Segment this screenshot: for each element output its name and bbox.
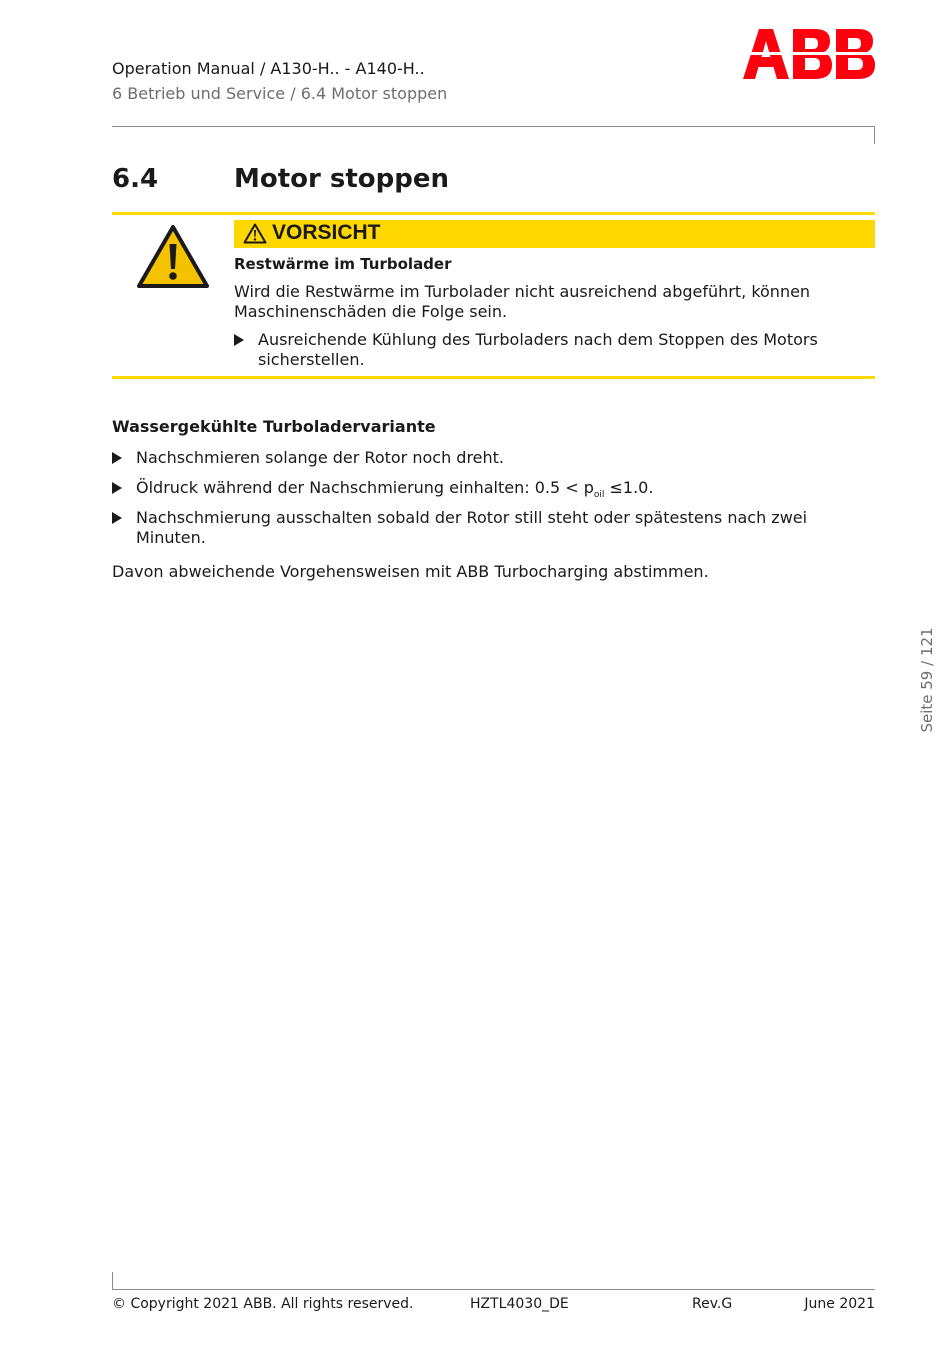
footer-doc-id: HZTL4030_DE bbox=[470, 1296, 569, 1312]
footer-date: June 2021 bbox=[804, 1296, 875, 1312]
closing-text: Davon abweichende Vorgehensweisen mit ABB Turbocharging abstimmen. bbox=[112, 562, 709, 581]
abb-logo bbox=[743, 29, 875, 79]
section-number: 6.4 bbox=[112, 164, 159, 194]
caution-bottom-rule bbox=[112, 376, 875, 379]
warning-triangle-icon bbox=[136, 224, 210, 290]
sub-heading: Wassergekühlte Turboladervariante bbox=[112, 417, 436, 436]
breadcrumb: 6 Betrieb und Service / 6.4 Motor stoppen bbox=[112, 84, 448, 103]
caution-text: Wird die Restwärme im Turbolader nicht ausreichend abgeführt, können Maschinenschäden die Folge sein. bbox=[234, 282, 811, 321]
bullet-arrow-icon bbox=[112, 482, 122, 494]
bullet-arrow-icon bbox=[112, 452, 122, 464]
section-title: Motor stoppen bbox=[234, 164, 450, 194]
caution-top-rule bbox=[112, 212, 875, 215]
step-text: Nachschmierung ausschalten sobald der Rotor still steht oder spätestens nach zwei Minuten. bbox=[136, 508, 808, 547]
step-text: Nachschmieren solange der Rotor noch dreht. bbox=[136, 448, 505, 467]
bullet-arrow-icon bbox=[112, 512, 122, 524]
caution-action bbox=[234, 330, 869, 370]
step-text-after: ≤1.0. bbox=[604, 478, 654, 497]
caution-action-text: Ausreichende Kühlung des Turboladers nach dem Stoppen des Motors sicherstellen. bbox=[258, 330, 818, 369]
page-indicator-text: Seite 59 / 121 bbox=[918, 627, 936, 733]
footer-divider-tick bbox=[112, 1272, 113, 1290]
bullet-arrow-icon bbox=[234, 334, 244, 346]
caution-signal-word: VORSICHT bbox=[272, 221, 381, 244]
caution-heading: Restwärme im Turbolader bbox=[234, 255, 452, 273]
step-subscript: oil bbox=[593, 490, 605, 501]
caution-signal-bar bbox=[234, 220, 875, 248]
header-divider-tick bbox=[874, 126, 875, 144]
step-text-before: Öldruck während der Nachschmierung einhalten: 0.5 < p bbox=[136, 478, 594, 497]
warning-small-icon bbox=[243, 223, 267, 244]
footer-copyright: © Copyright 2021 ABB. All rights reserved. bbox=[112, 1296, 414, 1312]
footer-divider bbox=[112, 1289, 875, 1290]
footer-revision: Rev.G bbox=[692, 1296, 733, 1312]
header-divider bbox=[112, 126, 874, 127]
page-indicator bbox=[912, 620, 942, 740]
manual-title: Operation Manual / A130-H.. - A140-H.. bbox=[112, 59, 425, 78]
step-text bbox=[136, 478, 653, 505]
